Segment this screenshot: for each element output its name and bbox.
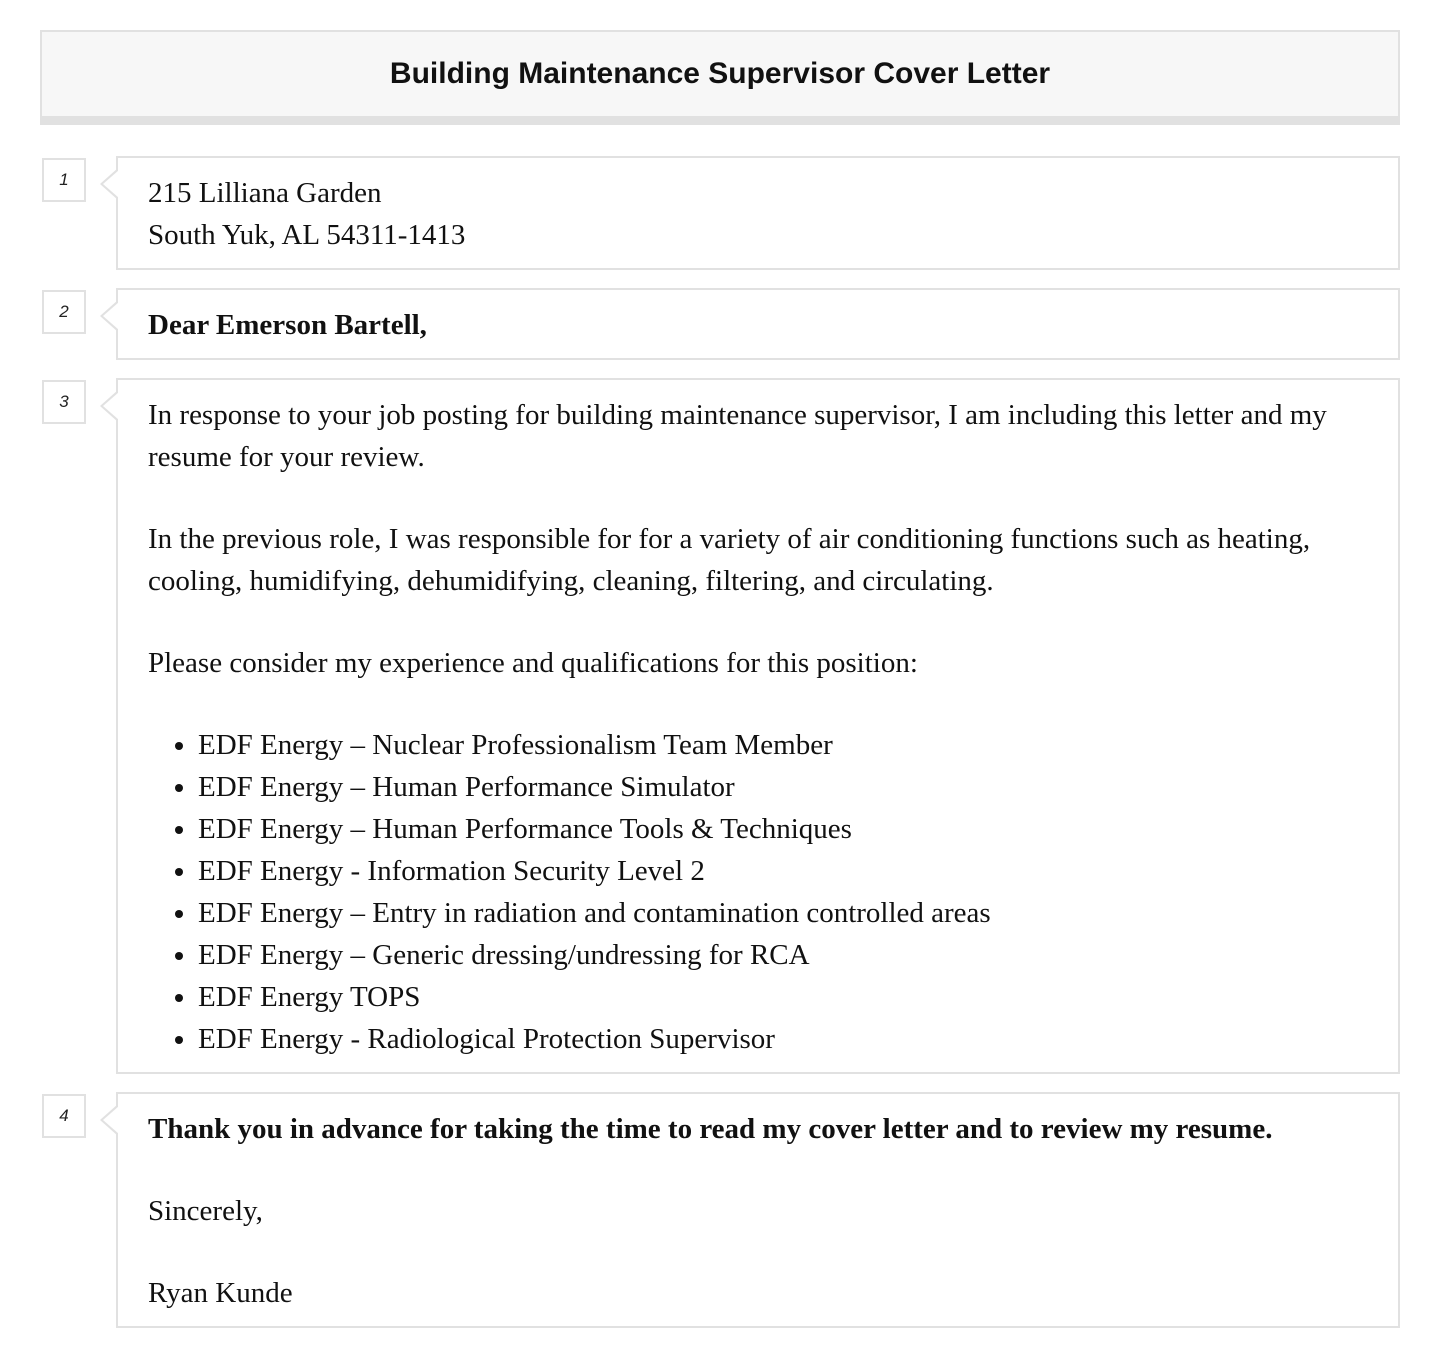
list-item: • EDF Energy – Nuclear Professionalism Team Member bbox=[198, 724, 1368, 766]
address-line-2: South Yuk, AL 54311-1413 bbox=[148, 219, 466, 251]
page-title: Building Maintenance Supervisor Cover Letter bbox=[389, 57, 1051, 90]
address-panel bbox=[116, 156, 1400, 270]
body-paragraph-1: In response to your job posting for building maintenance supervisor, I am including this letter and my resume for your review. bbox=[148, 399, 1327, 473]
address-line-1: 215 Lilliana Garden bbox=[148, 177, 382, 209]
body-paragraph-2: In the previous role, I was responsible for for a variety of air conditioning functions such as heating, cooling, humidifying, dehumidifying, cleaning, filtering, and circulating. bbox=[148, 523, 1311, 597]
section-number: 3 bbox=[42, 380, 86, 424]
body-panel bbox=[116, 378, 1400, 1074]
list-item: • EDF Energy - Information Security Level 2 bbox=[198, 850, 1368, 892]
salutation: Dear Emerson Bartell, bbox=[148, 309, 427, 341]
section-number: 2 bbox=[42, 290, 86, 334]
closing-panel bbox=[116, 1092, 1400, 1328]
salutation-panel bbox=[116, 288, 1400, 360]
signature: Ryan Kunde bbox=[148, 1277, 293, 1309]
list-item: • EDF Energy - Radiological Protection Supervisor bbox=[198, 1018, 1368, 1060]
list-item: • EDF Energy – Human Performance Tools & Techniques bbox=[198, 808, 1368, 850]
title-bar bbox=[40, 30, 1400, 125]
section-number: 4 bbox=[42, 1094, 86, 1138]
list-item: • EDF Energy – Entry in radiation and contamination controlled areas bbox=[198, 892, 1368, 934]
section-number: 1 bbox=[42, 158, 86, 202]
closing-statement: Thank you in advance for taking the time to read my cover letter and to review my resume. bbox=[148, 1113, 1273, 1145]
list-item: • EDF Energy TOPS bbox=[198, 976, 1368, 1018]
qualifications-list bbox=[148, 724, 1368, 1060]
body-paragraph-3: Please consider my experience and qualifications for this position: bbox=[148, 647, 918, 679]
signoff: Sincerely, bbox=[148, 1195, 263, 1227]
list-item: • EDF Energy – Generic dressing/undressing for RCA bbox=[198, 934, 1368, 976]
list-item: • EDF Energy – Human Performance Simulator bbox=[198, 766, 1368, 808]
